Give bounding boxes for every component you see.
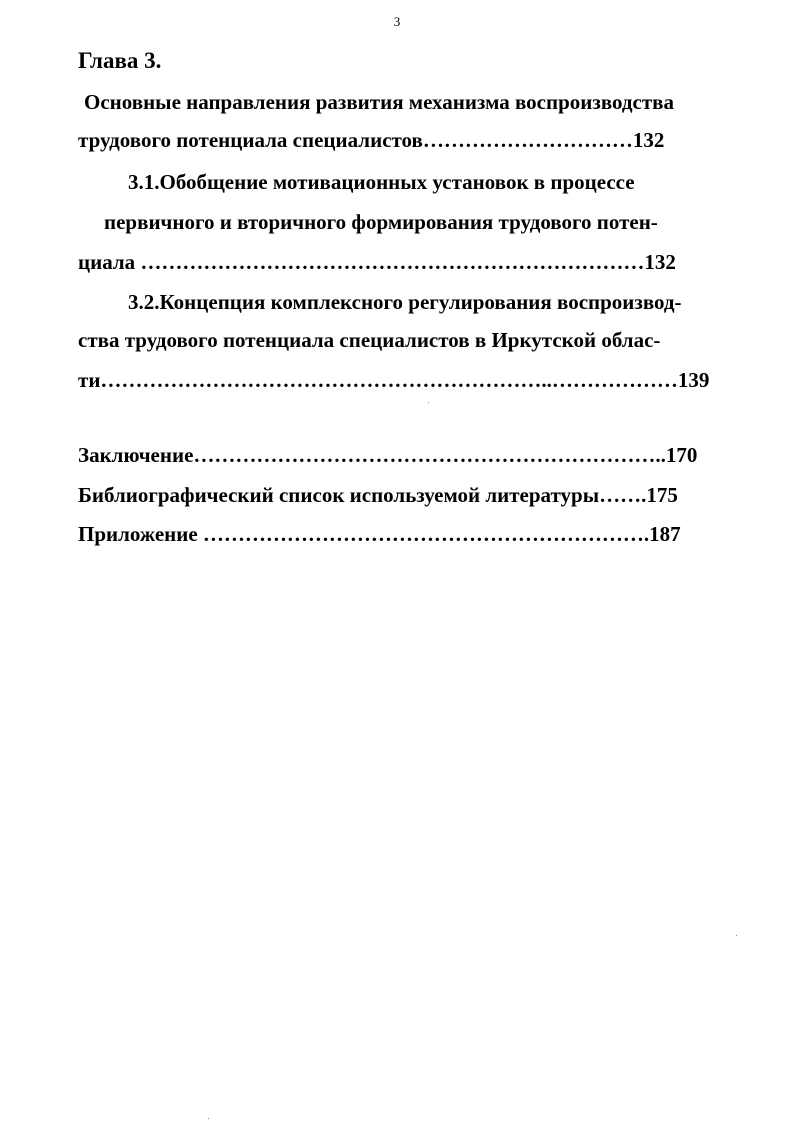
chapter-title-line-2: трудового потенциала специалистов…………………………132 (78, 128, 665, 152)
scan-speck (428, 402, 429, 403)
page-number: 3 (393, 14, 401, 29)
bibliography-entry: Библиографический список используемой литературы…….175 (78, 483, 678, 507)
section-3-1-line-3: циала ………………………………………………………………132 (78, 250, 676, 274)
conclusion-entry: Заключение…………………………………………………………..170 (78, 443, 698, 467)
chapter-heading: Глава 3. (78, 48, 162, 73)
section-3-2-line-1: 3.2.Концепция комплексного регулирования воспроизвод- (128, 290, 682, 314)
chapter-title-line-1: Основные направления развития механизма воспроизводства (84, 90, 675, 114)
scan-speck (208, 1118, 209, 1119)
scan-speck (736, 935, 737, 936)
section-3-1-line-2: первичного и вторичного формирования трудового потен- (104, 210, 658, 234)
section-3-2-line-2: ства трудового потенциала специалистов в Иркутской облас- (78, 328, 661, 352)
appendix-entry: Приложение ……………………………………………………….187 (78, 522, 681, 546)
section-3-1-line-1: 3.1.Обобщение мотивационных установок в процессе (128, 170, 635, 194)
section-3-2-line-3: ти………………………………………………………..………………139 (78, 368, 710, 392)
